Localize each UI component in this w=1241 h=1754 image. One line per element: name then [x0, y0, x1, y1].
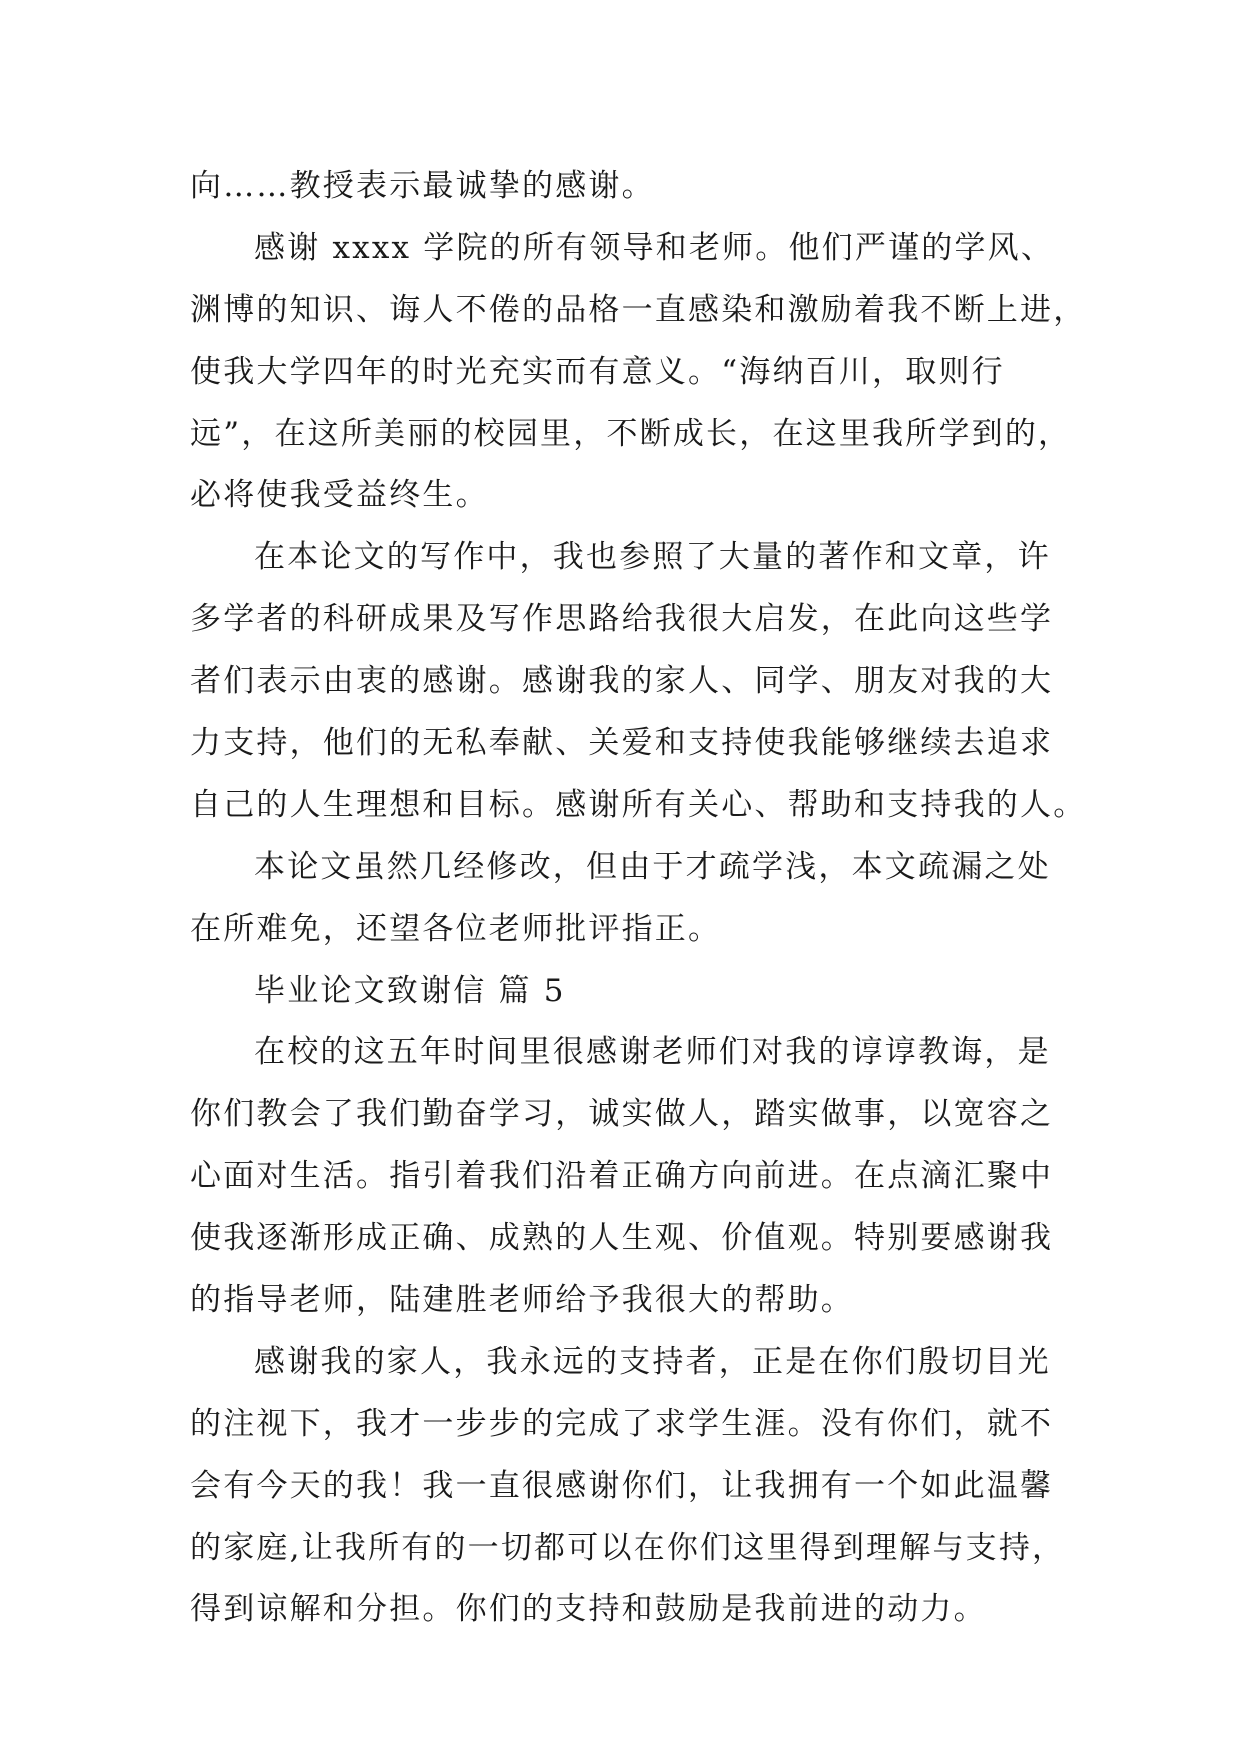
paragraph-start-line: 感谢 xxxx 学院的所有领导和老师。他们严谨的学风、 — [254, 229, 1055, 266]
text-line: 远”，在这所美丽的校园里，不断成长，在这里我所学到的， — [190, 415, 1072, 452]
paragraph-start-line: 在校的这五年时间里很感谢老师们对我的谆谆教诲，是 — [254, 1034, 1051, 1071]
text-line: 的指导老师，陆建胜老师给予我很大的帮助。 — [190, 1282, 854, 1319]
text-line: 你们教会了我们勤奋学习，诚实做人，踏实做事，以宽容之 — [190, 1096, 1054, 1133]
text-line: 者们表示由衷的感谢。感谢我的家人、同学、朋友对我的大 — [190, 663, 1054, 700]
text-line: 的家庭,让我所有的一切都可以在你们这里得到理解与支持， — [190, 1529, 1066, 1566]
text-line: 得到谅解和分担。你们的支持和鼓励是我前进的动力。 — [190, 1591, 987, 1628]
section-heading: 毕业论文致谢信 篇 5 — [254, 972, 566, 1009]
paragraph-start-line: 本论文虽然几经修改，但由于才疏学浅，本文疏漏之处 — [254, 848, 1051, 885]
text-line: 使我逐渐形成正确、成熟的人生观、价值观。特别要感谢我 — [190, 1220, 1054, 1257]
text-line: 会有今天的我！我一直很感谢你们，让我拥有一个如此温馨 — [190, 1467, 1054, 1504]
text-line: 向……教授表示最诚挚的感谢。 — [190, 168, 655, 204]
text-line: 在所难免，还望各位老师批评指正。 — [190, 910, 722, 947]
text-line: 自己的人生理想和目标。感谢所有关心、帮助和支持我的人。 — [190, 786, 1087, 823]
text-line: 心面对生活。指引着我们沿着正确方向前进。在点滴汇聚中 — [190, 1158, 1054, 1195]
paragraph-start-line: 感谢我的家人，我永远的支持者，正是在你们殷切目光 — [254, 1343, 1051, 1380]
paragraph-start-line: 在本论文的写作中，我也参照了大量的著作和文章，许 — [254, 539, 1051, 576]
text-line: 必将使我受益终生。 — [190, 477, 489, 514]
text-line: 的注视下，我才一步步的完成了求学生涯。没有你们，就不 — [190, 1405, 1054, 1442]
text-line: 使我大学四年的时光充实而有意义。“海纳百川，取则行 — [190, 353, 1005, 390]
text-line: 渊博的知识、诲人不倦的品格一直感染和激励着我不断上进， — [190, 291, 1087, 328]
text-line: 力支持，他们的无私奉献、关爱和支持使我能够继续去追求 — [190, 725, 1054, 762]
text-line: 多学者的科研成果及写作思路给我很大启发，在此向这些学 — [190, 601, 1054, 638]
document-body — [190, 156, 1087, 1641]
